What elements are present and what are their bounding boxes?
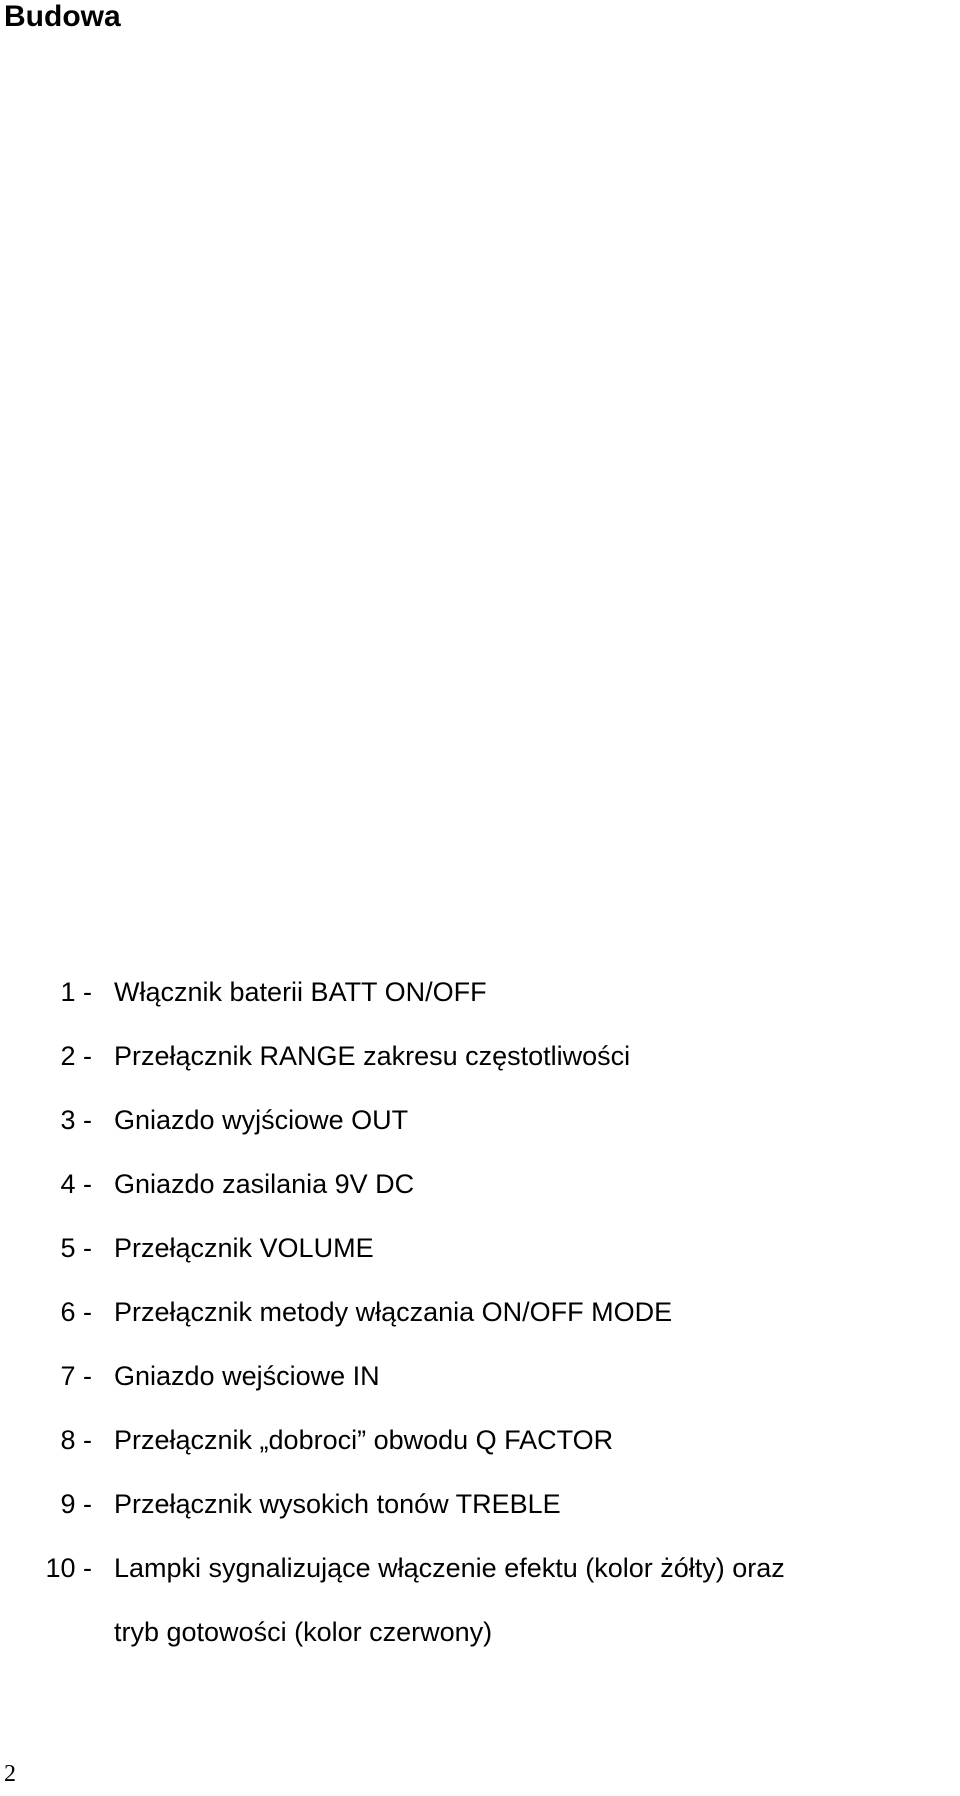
item-text: Gniazdo zasilania 9V DC <box>114 1169 415 1199</box>
item-number: 2 - <box>60 1041 92 1071</box>
item-text: Lampki sygnalizujące włączenie efektu (kolor żółty) oraz <box>114 1553 785 1583</box>
item-text: Włącznik baterii BATT ON/OFF <box>114 977 487 1007</box>
list-item <box>0 1359 960 1423</box>
item-text: Gniazdo wyjściowe OUT <box>114 1105 409 1135</box>
list-item <box>0 1039 960 1103</box>
item-text: Przełącznik metody włączania ON/OFF MODE <box>114 1297 673 1327</box>
list-item <box>0 1487 960 1551</box>
list-item <box>0 1103 960 1167</box>
item-number: 4 - <box>60 1169 92 1199</box>
item-number: 6 - <box>60 1297 92 1327</box>
item-text-continuation: tryb gotowości (kolor czerwony) <box>114 1617 493 1647</box>
item-number: 3 - <box>60 1105 92 1135</box>
list-item <box>0 1231 960 1295</box>
list-item <box>0 1167 960 1231</box>
list-item <box>0 975 960 1039</box>
list-item <box>0 1295 960 1359</box>
list-item <box>0 1423 960 1487</box>
item-text: Gniazdo wejściowe IN <box>114 1361 380 1391</box>
item-number: 9 - <box>60 1489 92 1519</box>
item-number: 1 - <box>60 977 92 1007</box>
item-number: 7 - <box>60 1361 92 1391</box>
item-number: 10 - <box>45 1553 92 1583</box>
item-number: 5 - <box>60 1233 92 1263</box>
item-number: 8 - <box>60 1425 92 1455</box>
item-text: Przełącznik VOLUME <box>114 1233 374 1263</box>
item-text: Przełącznik wysokich tonów TREBLE <box>114 1489 561 1519</box>
page-number: 2 <box>4 1761 16 1787</box>
list-item <box>0 1551 960 1649</box>
item-text: Przełącznik „dobroci” obwodu Q FACTOR <box>114 1425 614 1455</box>
section-heading: Budowa <box>4 0 121 33</box>
item-text-block <box>114 1551 960 1649</box>
item-text: Przełącznik RANGE zakresu częstotliwości <box>114 1041 631 1071</box>
component-list <box>0 975 960 1649</box>
